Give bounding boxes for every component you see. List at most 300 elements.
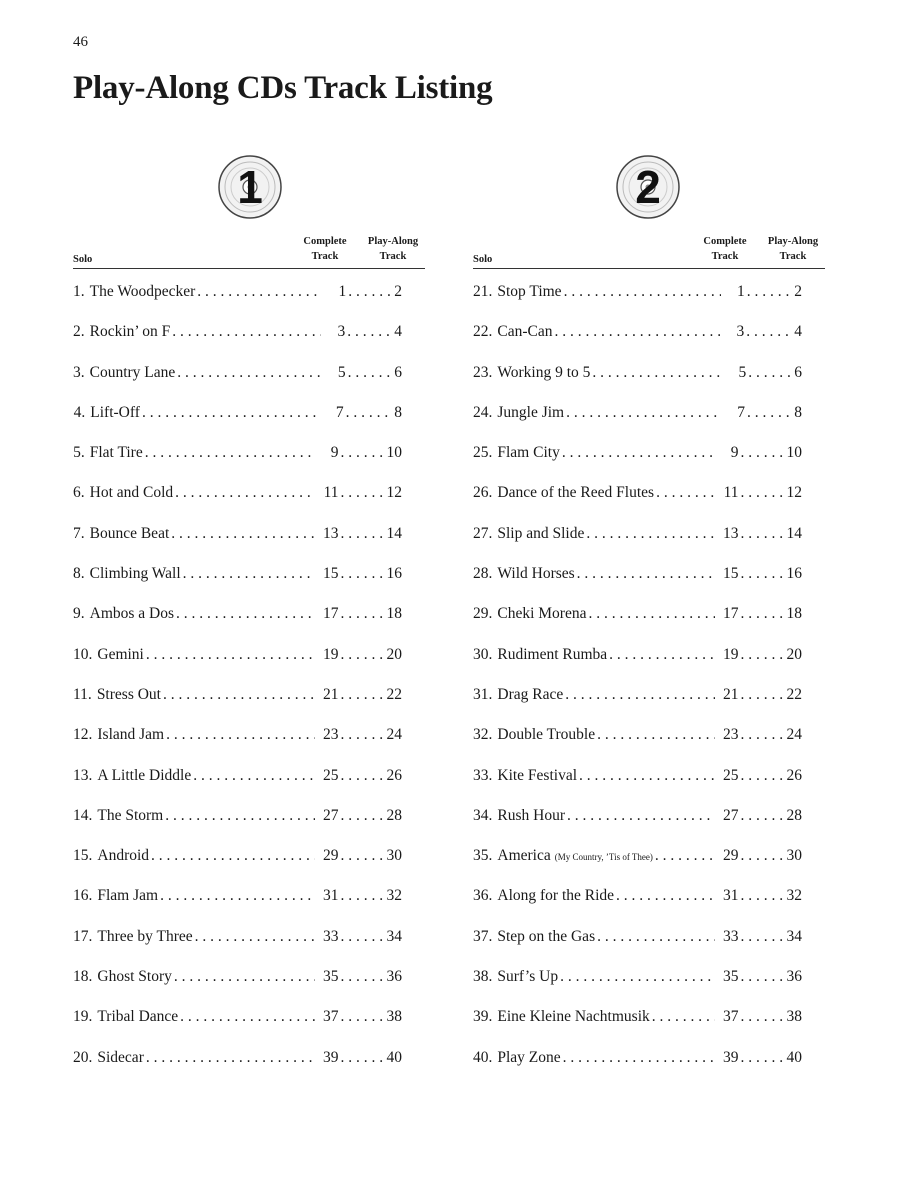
track-title: Climbing Wall	[89, 565, 181, 583]
dot-leader	[177, 363, 321, 383]
dot-leader	[741, 1048, 785, 1068]
complete-track-number: 3	[736, 323, 745, 341]
dot-leader	[616, 886, 714, 906]
header-complete-line1: Complete	[703, 236, 747, 247]
header-complete-track	[291, 234, 359, 264]
track-row	[73, 483, 402, 523]
dot-leader	[176, 604, 314, 624]
playalong-track-number: 38	[786, 1008, 802, 1026]
track-row	[73, 806, 402, 846]
track-title: Along for the Ride	[497, 887, 615, 905]
track-row	[73, 766, 402, 806]
dot-leader	[741, 524, 785, 544]
playalong-track-number: 14	[386, 524, 402, 542]
dot-leader	[341, 886, 385, 906]
complete-track-number: 13	[723, 524, 739, 542]
complete-track-number: 15	[323, 565, 339, 583]
header-solo: Solo	[73, 254, 93, 265]
dot-leader	[146, 1048, 315, 1068]
complete-track-number: 35	[723, 968, 739, 986]
page-title: Play-Along CDs Track Listing	[73, 70, 493, 106]
dot-leader	[564, 282, 721, 302]
complete-track-number: 7	[335, 403, 344, 421]
dot-leader	[348, 282, 392, 302]
dot-leader	[577, 564, 715, 584]
complete-track-number: 35	[323, 968, 339, 986]
complete-track-number: 17	[723, 605, 739, 623]
playalong-track-number: 28	[386, 806, 402, 824]
dot-leader	[165, 806, 314, 826]
complete-track-number: 21	[723, 685, 739, 703]
dot-leader	[346, 403, 390, 423]
complete-track-number: 5	[337, 363, 346, 381]
track-row	[473, 725, 802, 765]
track-title: A Little Diddle	[97, 766, 192, 784]
track-title: Stress Out	[96, 685, 161, 703]
track-number: 26.	[473, 484, 493, 502]
track-row	[473, 927, 802, 967]
header-playalong-line1: Play-Along	[367, 236, 419, 247]
playalong-track-number: 26	[386, 766, 402, 784]
track-row	[473, 483, 802, 523]
track-number: 31.	[473, 685, 493, 703]
track-number: 25.	[473, 444, 493, 462]
track-number: 19.	[73, 1008, 93, 1026]
track-title: Stop Time	[497, 283, 562, 300]
dot-leader	[341, 927, 385, 947]
track-row	[73, 685, 402, 725]
track-title: The Storm	[97, 806, 164, 824]
dot-leader	[341, 443, 385, 463]
dot-leader	[656, 483, 714, 503]
playalong-track-number: 40	[786, 1048, 802, 1066]
track-row	[73, 524, 402, 564]
track-number: 11.	[73, 685, 92, 703]
playalong-track-number: 16	[786, 565, 802, 583]
cd-1-icon	[217, 154, 283, 220]
dot-leader	[741, 806, 785, 826]
track-number: 33.	[473, 766, 493, 784]
playalong-track-number: 18	[786, 605, 802, 623]
track-title: Step on the Gas	[497, 927, 596, 945]
track-row	[73, 564, 402, 604]
track-row	[473, 403, 802, 443]
track-title: Ghost Story	[97, 968, 172, 986]
dot-leader	[146, 645, 315, 665]
track-title: Ambos a Dos	[89, 605, 175, 623]
complete-track-number: 39	[723, 1048, 739, 1066]
dot-leader	[652, 1007, 715, 1027]
track-number: 34.	[473, 806, 493, 824]
track-row	[73, 725, 402, 765]
header-complete-line2: Track	[711, 251, 739, 262]
header-solo: Solo	[473, 254, 493, 265]
dot-leader	[566, 403, 721, 423]
playalong-track-number: 22	[386, 685, 402, 703]
track-row	[473, 322, 802, 362]
dot-leader	[166, 725, 314, 745]
dot-leader	[341, 1048, 385, 1068]
playalong-track-number: 32	[786, 887, 802, 905]
track-title: Rockin’ on F	[89, 323, 171, 341]
dot-leader	[741, 443, 785, 463]
complete-track-number: 25	[723, 766, 739, 784]
dot-leader	[341, 1007, 385, 1027]
track-number: 35.	[473, 847, 493, 865]
dot-leader	[741, 846, 785, 866]
track-title: Hot and Cold	[89, 484, 174, 502]
track-title: Working 9 to 5	[497, 363, 591, 381]
track-number: 39.	[473, 1008, 493, 1026]
track-number: 8.	[73, 565, 85, 583]
complete-track-number: 27	[723, 806, 739, 824]
track-number: 22.	[473, 323, 493, 341]
track-title: Rudiment Rumba	[497, 645, 608, 663]
dot-leader	[193, 766, 314, 786]
track-title: Three by Three	[97, 927, 193, 945]
dot-leader	[197, 282, 322, 302]
track-number: 12.	[73, 726, 93, 744]
track-row	[73, 282, 402, 322]
complete-track-number: 9	[730, 444, 739, 462]
track-number: 10.	[73, 645, 93, 663]
dot-leader	[741, 1007, 785, 1027]
track-title: Surf’s Up	[497, 968, 559, 986]
track-row	[473, 1007, 802, 1047]
track-number: 15.	[73, 847, 93, 865]
complete-track-number: 23	[723, 726, 739, 744]
track-number: 20.	[73, 1048, 93, 1066]
track-title: Drag Race	[497, 685, 564, 703]
track-number: 16.	[73, 887, 93, 905]
dot-leader	[655, 846, 715, 866]
complete-track-number: 29	[723, 847, 739, 865]
complete-track-number: 11	[723, 484, 739, 502]
track-row	[473, 846, 802, 886]
dot-leader	[741, 725, 785, 745]
track-number: 40.	[473, 1048, 493, 1066]
track-row	[73, 322, 402, 362]
playalong-track-number: 34	[786, 927, 802, 945]
playalong-track-number: 36	[386, 968, 402, 986]
track-title: Jungle Jim	[497, 403, 565, 421]
dot-leader	[171, 524, 314, 544]
track-title: Flam City	[497, 444, 560, 462]
playalong-track-number: 2	[794, 283, 802, 300]
track-title: Island Jam	[97, 726, 165, 744]
dot-leader	[554, 322, 720, 342]
cd-1-number: 1	[237, 161, 263, 213]
dot-leader	[562, 443, 715, 463]
complete-track-number: 21	[323, 685, 339, 703]
track-number: 30.	[473, 645, 493, 663]
page-number: 46	[73, 34, 88, 50]
track-title: Kite Festival	[497, 766, 578, 784]
playalong-track-number: 4	[394, 323, 402, 341]
track-title: Slip and Slide	[497, 524, 585, 542]
dot-leader	[586, 524, 714, 544]
playalong-track-number: 8	[394, 403, 402, 421]
complete-track-number: 23	[323, 726, 339, 744]
complete-track-number: 33	[723, 927, 739, 945]
track-row	[473, 1048, 802, 1088]
track-title: Wild Horses	[497, 565, 575, 583]
cd-1-header	[73, 234, 425, 269]
track-number: 23.	[473, 363, 493, 381]
header-playalong-line1: Play-Along	[767, 236, 819, 247]
dot-leader	[747, 403, 791, 423]
dot-leader	[341, 766, 385, 786]
track-number: 21.	[473, 283, 493, 300]
dot-leader	[348, 363, 392, 383]
track-number: 29.	[473, 605, 493, 623]
header-complete-line1: Complete	[303, 236, 347, 247]
dot-leader	[172, 322, 321, 342]
track-number: 7.	[73, 524, 85, 542]
track-number: 14.	[73, 806, 93, 824]
dot-leader	[588, 604, 714, 624]
cd-2-icon	[615, 154, 681, 220]
dot-leader	[746, 322, 790, 342]
dot-leader	[741, 604, 785, 624]
playalong-track-number: 10	[386, 444, 402, 462]
track-number: 5.	[73, 444, 85, 462]
track-title: Eine Kleine Nachtmusik	[497, 1008, 650, 1026]
dot-leader	[341, 806, 385, 826]
track-title: America	[497, 847, 551, 865]
track-title: Country Lane	[89, 363, 176, 381]
track-row	[73, 363, 402, 403]
track-number: 36.	[473, 887, 493, 905]
track-number: 4.	[73, 403, 86, 421]
track-row	[473, 645, 802, 685]
complete-track-number: 27	[323, 806, 339, 824]
header-playalong-track	[361, 234, 425, 264]
track-number: 3.	[73, 363, 85, 381]
dot-leader	[565, 685, 714, 705]
playalong-track-number: 8	[794, 403, 802, 421]
complete-track-number: 15	[723, 565, 739, 583]
cd-1-track-list	[73, 282, 425, 1088]
playalong-track-number: 34	[386, 927, 402, 945]
playalong-track-number: 36	[786, 968, 802, 986]
dot-leader	[175, 483, 314, 503]
track-row	[73, 645, 402, 685]
track-number: 9.	[73, 605, 85, 623]
playalong-track-number: 14	[786, 524, 802, 542]
track-title: Can-Can	[497, 323, 553, 341]
header-playalong-line2: Track	[379, 251, 407, 262]
dot-leader	[341, 604, 385, 624]
playalong-track-number: 24	[786, 726, 802, 744]
dot-leader	[609, 645, 714, 665]
track-number: 38.	[473, 968, 493, 986]
track-row	[473, 886, 802, 926]
track-row	[473, 282, 802, 322]
playalong-track-number: 38	[386, 1008, 402, 1026]
playalong-track-number: 12	[386, 484, 402, 502]
track-row	[73, 443, 402, 483]
track-row	[473, 604, 802, 644]
playalong-track-number: 6	[794, 363, 802, 381]
cd-2-header	[473, 234, 825, 269]
playalong-track-number: 24	[386, 726, 402, 744]
playalong-track-number: 2	[394, 283, 402, 300]
dot-leader	[597, 725, 714, 745]
track-number: 32.	[473, 726, 493, 744]
complete-track-number: 5	[738, 363, 747, 381]
complete-track-number: 31	[323, 887, 339, 905]
complete-track-number: 39	[323, 1048, 339, 1066]
track-title: The Woodpecker	[89, 283, 196, 300]
dot-leader	[341, 645, 385, 665]
track-row	[473, 524, 802, 564]
playalong-track-number: 40	[386, 1048, 402, 1066]
dot-leader	[341, 564, 385, 584]
dot-leader	[560, 967, 714, 987]
track-number: 6.	[73, 484, 85, 502]
dot-leader	[347, 322, 391, 342]
playalong-track-number: 22	[786, 685, 802, 703]
dot-leader	[748, 363, 792, 383]
dot-leader	[341, 725, 385, 745]
track-title: Lift-Off	[90, 403, 140, 421]
playalong-track-number: 4	[794, 323, 802, 341]
track-row	[473, 766, 802, 806]
dot-leader	[341, 483, 385, 503]
complete-track-number: 25	[323, 766, 339, 784]
dot-leader	[741, 886, 785, 906]
cd-2-number: 2	[635, 161, 661, 213]
dot-leader	[741, 685, 785, 705]
complete-track-number: 17	[323, 605, 339, 623]
track-title: Dance of the Reed Flutes	[497, 484, 655, 502]
track-row	[473, 363, 802, 403]
dot-leader	[163, 685, 315, 705]
dot-leader	[741, 483, 785, 503]
header-complete-line2: Track	[311, 251, 339, 262]
track-row	[73, 1007, 402, 1047]
track-number: 13.	[73, 766, 93, 784]
playalong-track-number: 12	[786, 484, 802, 502]
dot-leader	[579, 766, 714, 786]
dot-leader	[341, 685, 385, 705]
dot-leader	[741, 967, 785, 987]
cd-2-track-list	[473, 282, 825, 1088]
track-title: Play Zone	[497, 1048, 561, 1066]
complete-track-number: 13	[323, 524, 339, 542]
playalong-track-number: 30	[386, 847, 402, 865]
track-title: Sidecar	[97, 1048, 144, 1066]
complete-track-number: 1	[737, 283, 745, 300]
track-title: Android	[97, 847, 150, 865]
track-title: Flam Jam	[97, 887, 159, 905]
track-row	[73, 1048, 402, 1088]
complete-track-number: 37	[323, 1008, 339, 1026]
track-number: 18.	[73, 968, 93, 986]
track-number: 37.	[473, 927, 493, 945]
complete-track-number: 37	[723, 1008, 739, 1026]
track-title: Tribal Dance	[97, 1008, 179, 1026]
playalong-track-number: 30	[786, 847, 802, 865]
complete-track-number: 19	[323, 645, 339, 663]
track-title: Gemini	[97, 645, 144, 663]
playalong-track-number: 26	[786, 766, 802, 784]
dot-leader	[741, 927, 785, 947]
track-title: Rush Hour	[497, 806, 565, 824]
dot-leader	[341, 524, 385, 544]
track-row	[73, 403, 402, 443]
track-number: 1.	[73, 283, 85, 300]
dot-leader	[183, 564, 315, 584]
dot-leader	[180, 1007, 314, 1027]
complete-track-number: 7	[737, 403, 745, 421]
dot-leader	[160, 886, 314, 906]
dot-leader	[341, 846, 385, 866]
dot-leader	[145, 443, 315, 463]
header-complete-track	[691, 234, 759, 264]
track-row	[473, 685, 802, 725]
header-playalong-line2: Track	[779, 251, 807, 262]
complete-track-number: 9	[330, 444, 339, 462]
playalong-track-number: 10	[786, 444, 802, 462]
dot-leader	[741, 766, 785, 786]
dot-leader	[597, 927, 714, 947]
dot-leader	[747, 282, 791, 302]
playalong-track-number: 20	[386, 645, 402, 663]
dot-leader	[151, 846, 314, 866]
playalong-track-number: 32	[386, 887, 402, 905]
track-number: 17.	[73, 927, 93, 945]
playalong-track-number: 6	[394, 363, 402, 381]
track-title: Cheki Morena	[497, 605, 587, 623]
dot-leader	[174, 967, 315, 987]
track-number: 28.	[473, 565, 493, 583]
track-row	[73, 886, 402, 926]
playalong-track-number: 18	[386, 605, 402, 623]
dot-leader	[563, 1048, 715, 1068]
track-row	[473, 443, 802, 483]
header-playalong-track	[761, 234, 825, 264]
playalong-track-number: 16	[386, 565, 402, 583]
playalong-track-number: 20	[786, 645, 802, 663]
track-row	[73, 967, 402, 1007]
track-title: Bounce Beat	[89, 524, 170, 542]
complete-track-number: 1	[338, 283, 347, 300]
dot-leader	[341, 967, 385, 987]
dot-leader	[741, 645, 785, 665]
dot-leader	[195, 927, 315, 947]
track-row	[73, 604, 402, 644]
dot-leader	[741, 564, 785, 584]
complete-track-number: 29	[323, 847, 339, 865]
dot-leader	[567, 806, 715, 826]
track-number: 24.	[473, 403, 493, 421]
track-row	[473, 564, 802, 604]
track-note: (My Country, ’Tis of Thee)	[554, 852, 653, 863]
track-row	[473, 967, 802, 1007]
playalong-track-number: 28	[786, 806, 802, 824]
track-title: Double Trouble	[497, 726, 596, 744]
dot-leader	[592, 363, 722, 383]
track-number: 2.	[73, 323, 85, 341]
complete-track-number: 3	[337, 323, 346, 341]
complete-track-number: 11	[323, 484, 339, 502]
track-title: Flat Tire	[89, 444, 143, 462]
track-row	[73, 927, 402, 967]
track-row	[73, 846, 402, 886]
complete-track-number: 31	[723, 887, 739, 905]
